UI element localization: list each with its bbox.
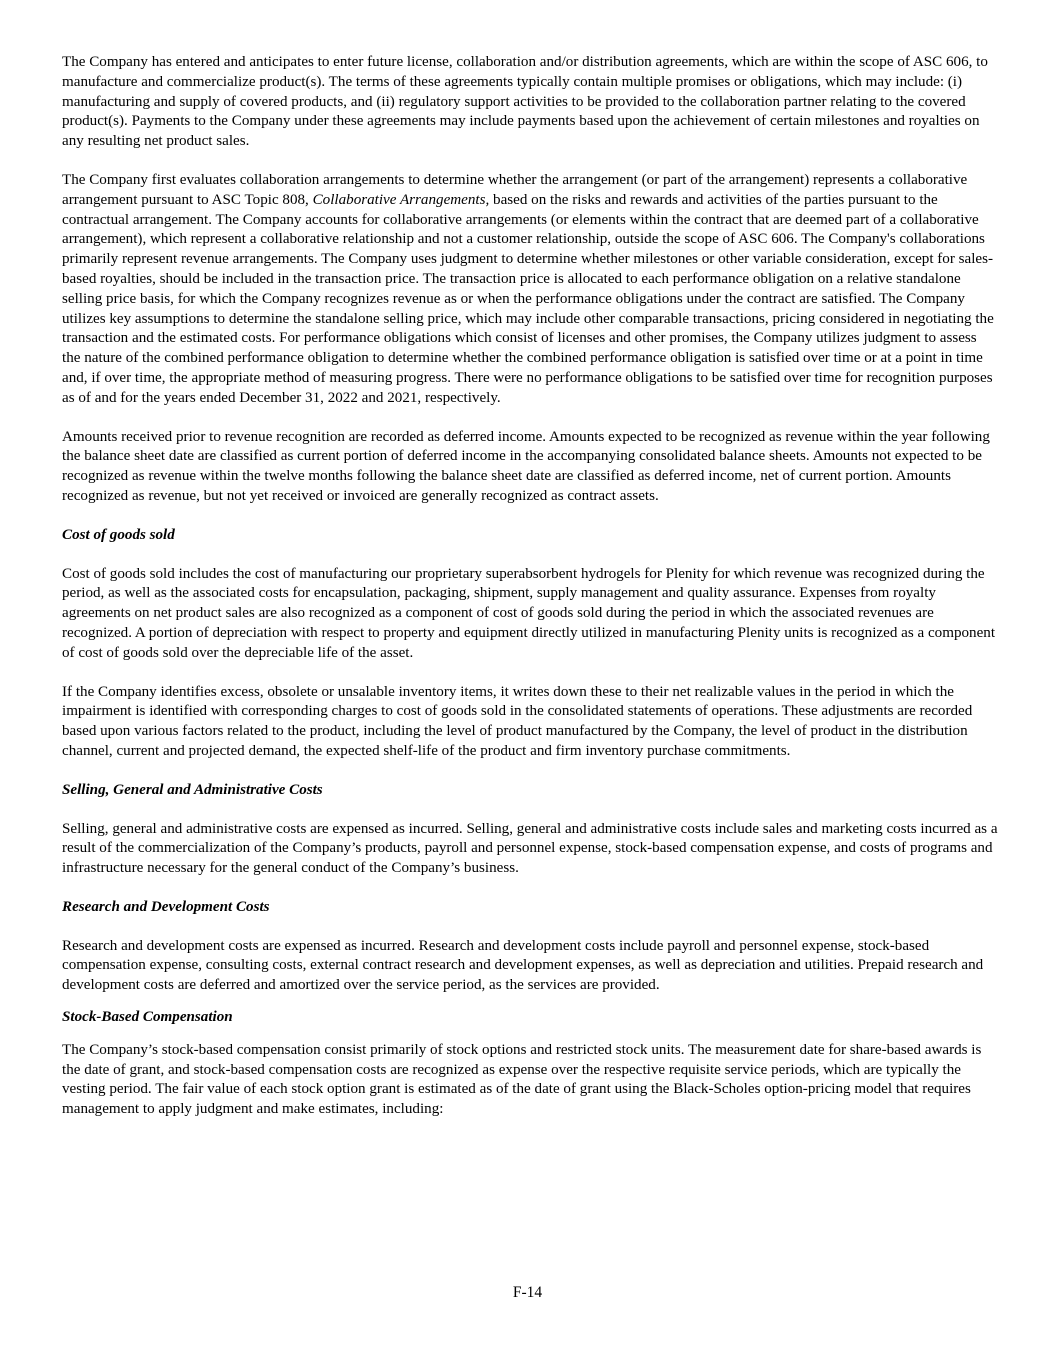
cogs-heading: Cost of goods sold bbox=[62, 526, 175, 543]
revenue-paragraph-1: The Company has entered and anticipates to enter future license, collaboration and/or distribution agreements, which are within the scope of ASC 606, to manufacture and commercialize product(s). The terms of these agreements typically contain multiple promises or obligations, which may include: (i) manufacturing and supply of covered products, and (ii) regulatory support activities to be provided to the collaboration partner relating to the covered product(s). Payments to the Company under these agreements may include payments based upon the achievement of certain milestones and royalties on any resulting net product sales. bbox=[62, 54, 988, 150]
sga-paragraph-1: Selling, general and administrative costs are expensed as incurred. Selling, general and administrative costs include sales and marketing costs incurred as a result of the commercialization of the Company’s products, payroll and personnel expense, stock-based compensation expense, and costs of programs and infrastructure necessary for the general conduct of the Company’s business. bbox=[62, 820, 998, 877]
revenue-paragraph-2-text-a: The Company first evaluates collaboration arrangements to determine whether the arrangement (or part of the arrangement) represents a collaborative arrangement pursuant to ASC Topic 808, bbox=[62, 171, 968, 208]
revenue-paragraph-3: Amounts received prior to revenue recognition are recorded as deferred income. Amounts expected to be recognized as revenue within the year following the balance sheet date are classified as current portion of deferred income in the accompanying consolidated balance sheets. Amounts not expected to be recognized as revenue within the twelve months following the balance sheet date are classified as deferred income, net of current portion. Amounts recognized as revenue, but not yet received or invoiced are generally recognized as contract assets. bbox=[62, 428, 990, 504]
revenue-paragraph-2-text-b: based on the risks and rewards and activities of the parties pursuant to the contractual arrangement. The Company accounts for collaborative arrangements (or elements within the contract that are deemed part of a collaborative arrangement), which represent a collaborative relationship and not a customer relationship, outside the scope of ASC 606. The Company's collaborations primarily represent revenue arrangements. The Company uses judgment to determine whether milestones or other variable consideration, except for sales-based royalties, should be included in the transaction price. The transaction price is allocated to each performance obligation on a relative standalone selling price basis, for which the Company recognizes revenue as or when the performance obligations under the contract are satisfied. The Company utilizes key assumptions to determine the standalone selling price, which may include other comparable transactions, pricing considered in negotiating the transaction and the estimated costs. For performance obligations which consist of licenses and other promises, the Company utilizes judgment to assess the nature of the combined performance obligation to determine whether the combined performance obligation is satisfied over time or at a point in time and, if over time, the appropriate method of measuring progress. There were no performance obligations to be satisfied over time for recognition purposes as of and for the years ended December 31, 2022 and 2021, respectively. bbox=[62, 191, 994, 406]
revenue-paragraph-2 bbox=[62, 171, 998, 409]
sga-heading: Selling, General and Administrative Costs bbox=[62, 781, 323, 798]
document-body bbox=[62, 53, 998, 1139]
cogs-paragraph-2: If the Company identifies excess, obsolete or unsalable inventory items, it writes down these to their net realizable values in the period in which the impairment is identified with corresponding charges to cost of goods sold in the consolidated statements of operations. These adjustments are recorded based upon various factors related to the product, including the level of product manufactured by the Company, the level of product in the distribution channel, current and projected demand, the expected shelf-life of the product and firm inventory purchase commitments. bbox=[62, 683, 973, 759]
asc-808-title: Collaborative Arrangements, bbox=[312, 191, 490, 208]
rnd-paragraph-1: Research and development costs are expensed as incurred. Research and development costs include payroll and personnel expense, stock-based compensation expense, consulting costs, external contract research and development expenses, as well as depreciation and utilities. Prepaid research and development costs are deferred and amortized over the service period, as the services are provided. bbox=[62, 937, 984, 994]
cogs-paragraph-1: Cost of goods sold includes the cost of manufacturing our proprietary superabsorbent hydrogels for Plenity for which revenue was recognized during the period, as well as the associated costs for encapsulation, packaging, shipment, supply management and quality assurance. Expenses from royalty agreements on net product sales are also recognized as a component of cost of goods sold during the period in which the associated revenues are recognized. A portion of depreciation with respect to property and equipment directly utilized in manufacturing Plenity units is recognized as a component of cost of goods sold over the depreciable life of the asset. bbox=[62, 565, 996, 661]
page-number: F-14 bbox=[512, 1284, 543, 1301]
sbc-paragraph-1: The Company’s stock-based compensation consist primarily of stock options and restricted stock units. The measurement date for share-based awards is the date of grant, and stock-based compensation costs are recognized as expense over the respective requisite service periods, which are typically the vesting period. The fair value of each stock option grant is estimated as of the date of grant using the Black-Scholes option-pricing model that requires management to apply judgment and make estimates, including: bbox=[62, 1041, 982, 1118]
rnd-heading: Research and Development Costs bbox=[62, 898, 270, 915]
sbc-heading: Stock-Based Compensation bbox=[62, 1009, 233, 1026]
